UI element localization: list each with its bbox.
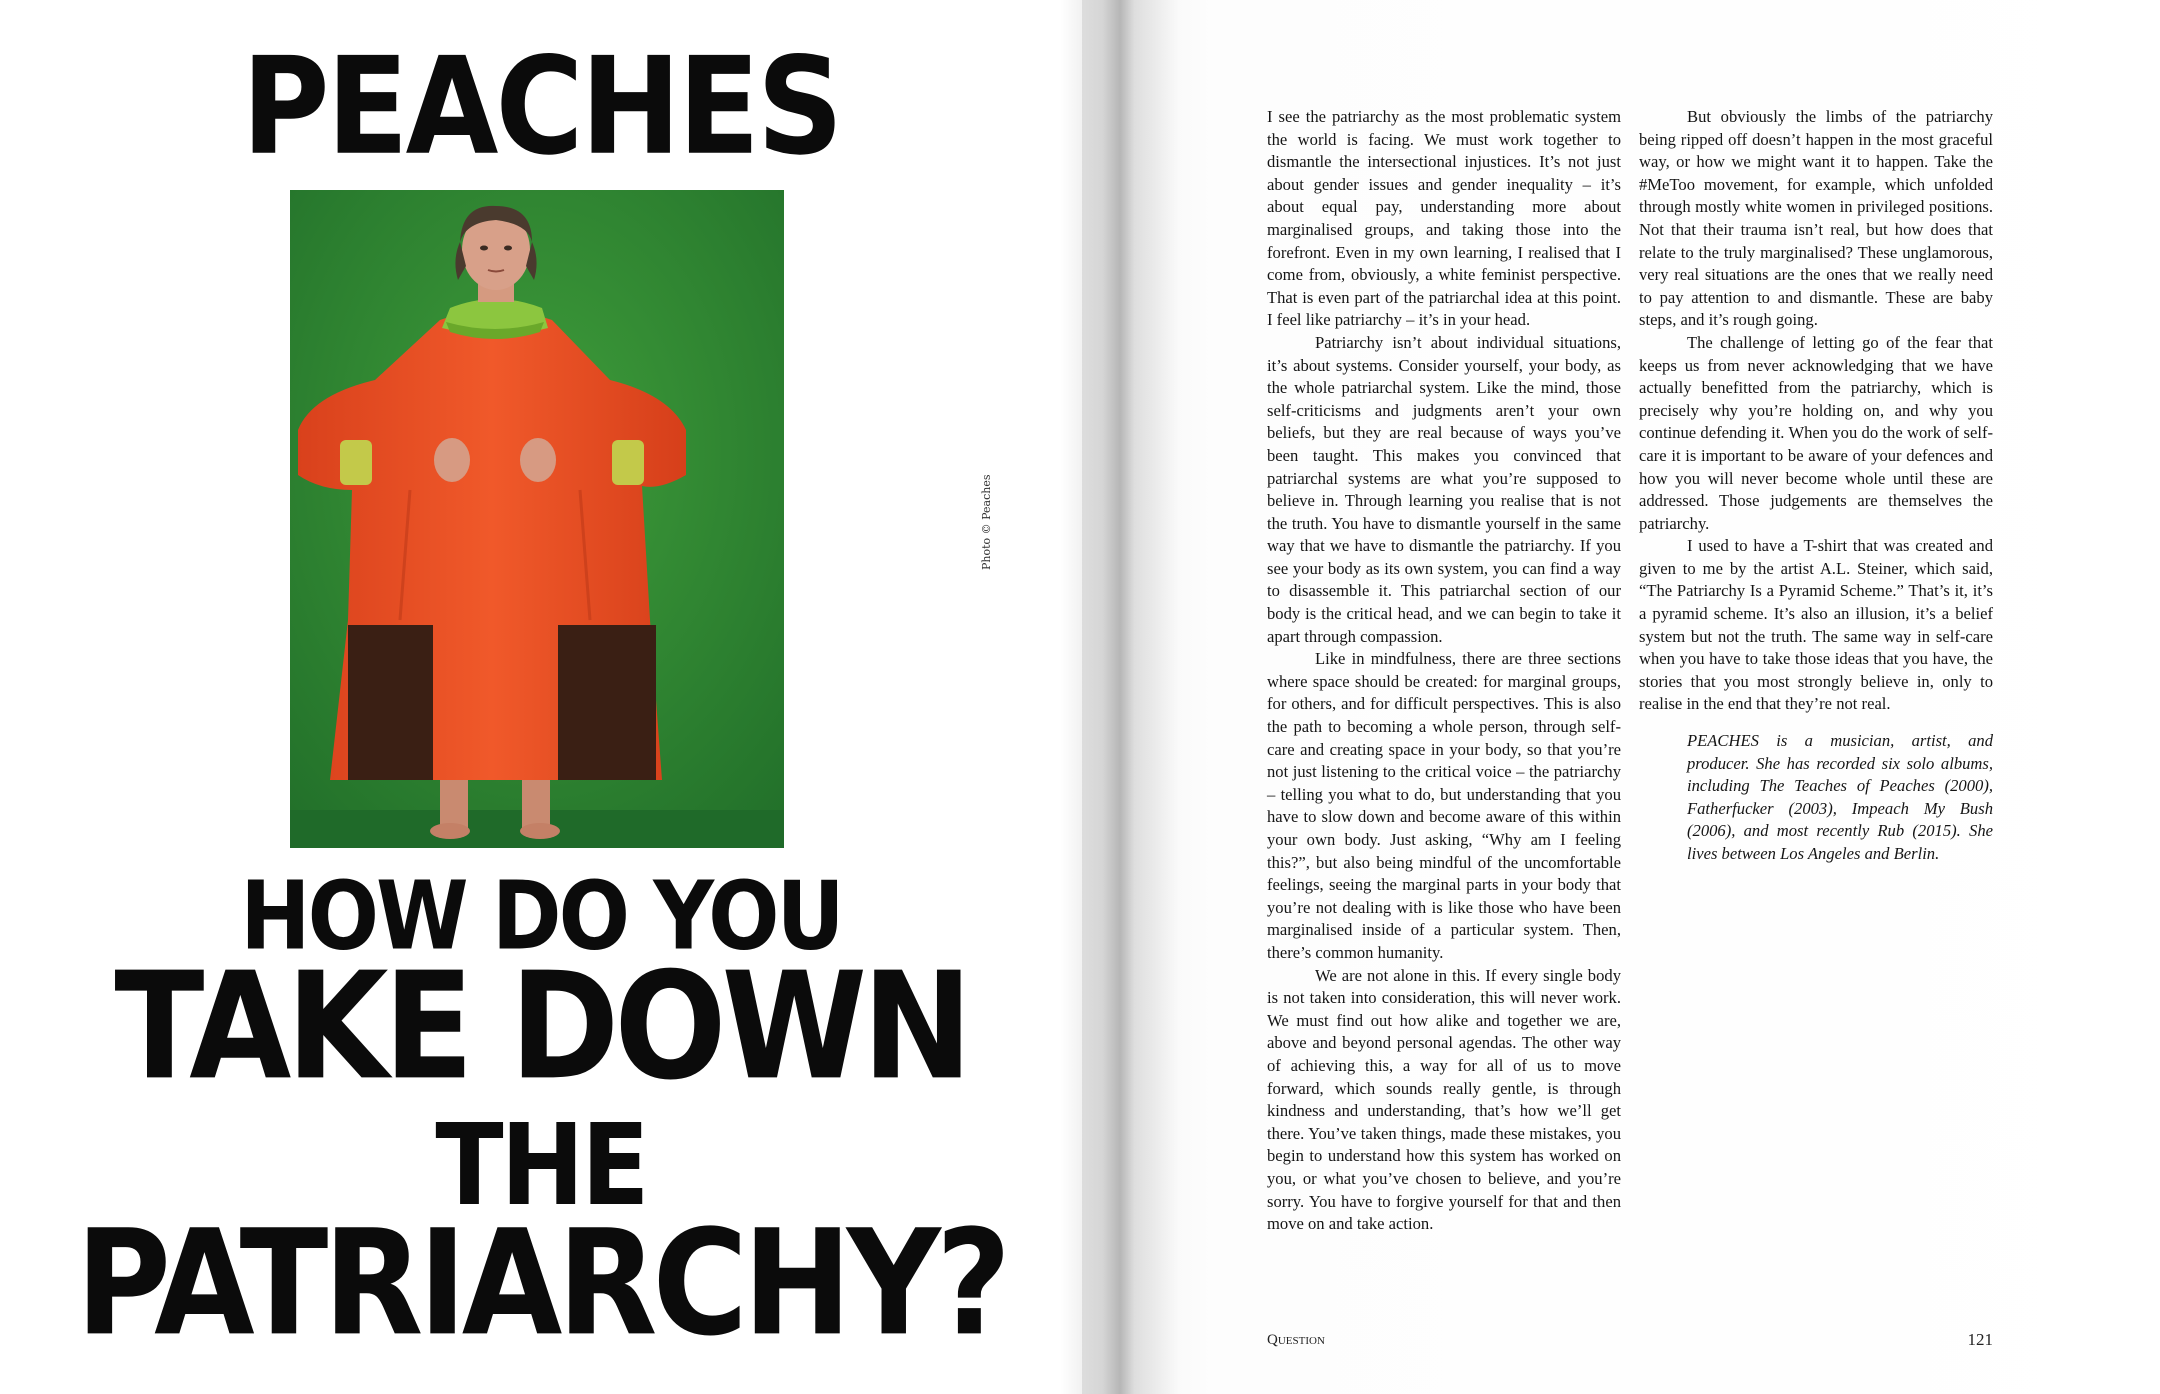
page-title: PEACHES (241, 29, 841, 186)
article-paragraph: The challenge of letting go of the fear that keeps us from never acknowledging that we have actually benefitted from the patriarchy, which is precisely why you’re holding on, and why you continue defending it. When you do the work of self-care it is important to be aware of your defences and how you will never become whole until these are addressed. Those judgements are themselves the patriarchy. (1639, 332, 1993, 533)
page-number: 121 (1967, 1330, 1993, 1349)
headline-line-2: TAKE DOWN (114, 940, 968, 1114)
portrait-photo (290, 190, 784, 848)
article-paragraph: I used to have a T-shirt that was created and given to me by the artist A.L. Steiner, which said, “The Patriarchy Is a Pyramid Scheme.” That’s it, it’s a pyramid scheme. It’s also an illusion, it’s a belief system but not the truth. The same way in self-care when you have to take those ideas that you have, the stories that you most strongly believe in, only to realise in the end that they’re not real. (1639, 536, 1993, 714)
headline-line-4: PATRIARCHY? (75, 1197, 1007, 1369)
section-label: Question (1267, 1332, 1325, 1348)
article-column-right (1639, 106, 1993, 866)
article-paragraph: We are not alone in this. If every single body is not taken into consideration, this will never work. We must find out how alike and together we are, above and beyond personal agendas. The other way of achieving this, a way for all of us to move forward, which sounds really gentle, is through kindness and understanding, that’s how we’ll get there. You’ve taken things, made these mistakes, you begin to understand how this system has worked on you, or what you’ve chosen to believe, and you’re sorry. You have to forgive yourself for that and then move on and take action. (1267, 965, 1621, 1234)
right-page (1082, 0, 2160, 1394)
article-paragraph: I see the patriarchy as the most problematic system the world is facing. We must work together to dismantle the intersectional injustices. It’s not just about gender issues and gender inequality – it’s about equal pay, understanding more about marginalised groups, and taking those into the forefront. Even in my own learning, I realised that I come from, obviously, a white feminist perspective. That is even part of the patriarchal idea at this point. I feel like patriarchy – it’s in your head. (1267, 107, 1621, 330)
author-bio: PEACHES is a musician, artist, and producer. She has recorded six solo albums, including The Teaches of Peaches (2000), Fatherfucker (2003), Impeach My Bush (2006), and most recently Rub (2015). She lives between Los Angeles and Berlin. (1687, 731, 1993, 863)
article-paragraph: But obviously the limbs of the patriarchy being ripped off doesn’t happen in the most graceful way, or how we might want it to happen. Take the #MeToo movement, for example, which unfolded through mostly white women in privileged positions. Not that their trauma isn’t real, but how does that relate to the truly marginalised? These unglamorous, very real situations are the ones that we really need to pay attention to and dismantle. These are baby steps, and it’s rough going. (1639, 107, 1993, 330)
article-paragraph: Patriarchy isn’t about individual situations, it’s about systems. Consider yourself, your body, as the whole patriarchal system. Like the mind, those self-criticisms and judgments aren’t your own beliefs, but they are real because of ways you’ve been taught. This makes you convinced that patriarchal systems are what you’re supposed to believe in. Through learning you realise that is not the truth. You have to dismantle yourself in the same way that we have to dismantle the patriarchy. If you see your body as its own system, you can find a way to disassemble it. This patriarchal section of our body is the critical head, and we can begin to take it apart through compassion. (1267, 332, 1621, 646)
headline-line-1: HOW DO YOU (240, 861, 842, 971)
headline-line-3: THE (435, 1099, 647, 1231)
photo-credit: Photo © Peaches (980, 474, 993, 570)
article-paragraph: Like in mindfulness, there are three sections where space should be created: for marginal groups, for others, and for difficult perspectives. This is also the path to becoming a whole person, through self-care and creating space in your body, so that you’re not just listening to the critical voice – the patriarchy – telling you what to do, but understanding that you have to slow down and become aware of this within your own body. Just asking, “Why am I feeling this?”, but also being mindful of the uncomfortable feelings, seeing the marginal parts in your body that you’re not dealing with is like those who have been marginalised inside of a particular system. Then, there’s common humanity. (1267, 649, 1621, 962)
article-column-left (1267, 106, 1621, 1236)
